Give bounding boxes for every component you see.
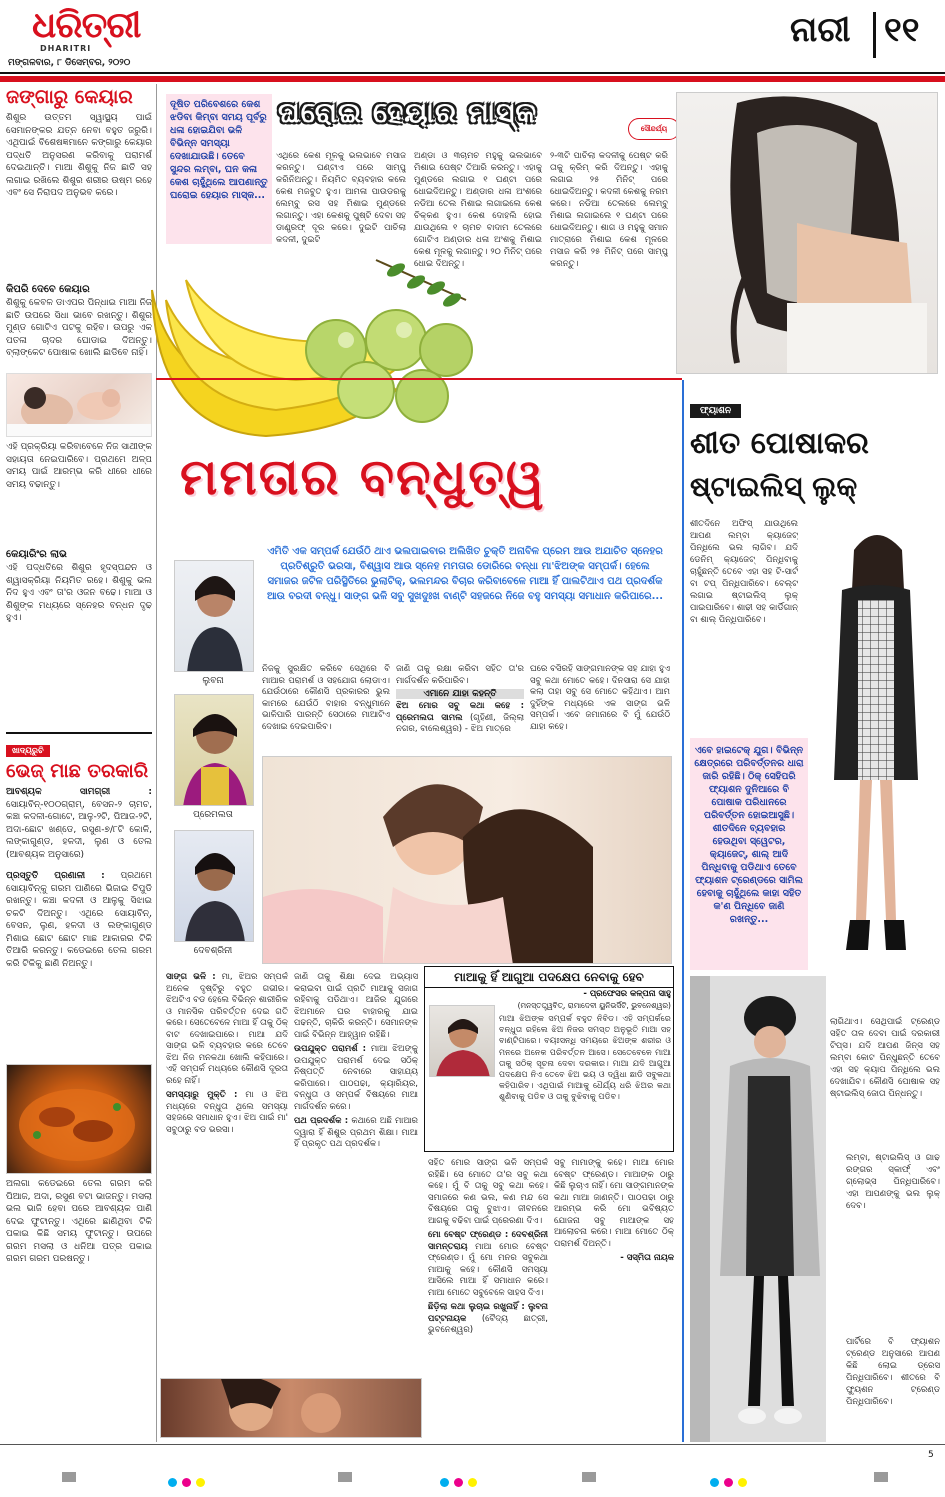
quote-question: ଝିଅ ମୋର ସବୁ କଥା କହେ : [396, 701, 524, 711]
portrait-lubna-photo [174, 560, 254, 672]
hair-col-1: ଏଥିରେ କେଶ ମୂଳକୁ ଭଲଭାବେ ମସାଜ କରନ୍ତୁ। ଘଣ୍ଟାଏ ପରେ ସାମ୍ପୁ କରିନିଅନ୍ତୁ। ନିୟମିତ ବ୍ୟବହାର କଲେ କେଶ ମଜବୁତ ହୁଏ। ଆମଳା ପାଉଡରକୁ ଲେମ୍ବୁ ରସ ସହ ମିଶାଇ ମୁଣ୍ଡରେ ଲଗାନ୍ତୁ। ଏହା କେଶକୁ ପୁଷ୍ଟି ଦେବା ସହ ଡାଣ୍ଡ୍ରଫ୍‌ ଦୂର କରେ। ଦୁଇଟି ପାଚିଲା କଦଳୀ, ଦୁଇଟି [276, 151, 406, 245]
recipe-method-label: ପ୍ରସ୍ତୁତି ପ୍ରଣାଳୀ : [6, 871, 105, 881]
mother-comfort-illustration [161, 1379, 422, 1438]
portrait-premlata [170, 694, 256, 824]
fashion-body-1: ଶୀତଦିନେ ଅଫିସ୍‌ ଯାଉଥିଲେ ଆପଣ ଲମ୍ବା କ୍ୟାଜେଟ୍‌ ପିନ୍ଧିଲେ ଭଲ ଲାଗିବ। ଯଦି ଡେନିମ୍‌ କ୍ୟାଜେଟ୍‌ ପିନ୍ଧିବାକୁ ଚାହୁଁଛନ୍ତି ତେବେ ଏହା ସହ ଟି-ସାର୍ଟ ବା ଟପ୍‌ ପିନ୍ଧିପାରିବେ। ବେଲ୍ଟ ଲଗାଇ ଷ୍ଟାଇଲିସ୍‌ ଲୁକ୍‌ ପାଇପାରିବେ। ଶାଢୀ ସହ କାର୍ଡିଗାନ୍‌ ବା ଶାଲ୍‌ ପିନ୍ଧିପାରିବେ। [690, 519, 798, 625]
hair-col-3: ୨-୩ଟି ପାଚିଲା କଦଳୀକୁ ପେଷ୍ଟ କରି ତାକୁ କ୍ରିମ୍‌ କରି ଦିଅନ୍ତୁ। ଏହାକୁ ଲଗାଇ ୨୫ ମିନିଟ୍‌ ପରେ ଧୋଇଦିଅନ୍ତୁ। କଦଳୀ କେଶକୁ ନରମ କରେ। ନଡିଆ ତେଲରେ ଲେମ୍ବୁ ମିଶାଇ ଲଗାଇଲେ ୧ ଘଣ୍ଟା ପରେ ଧୋଇଦିଅନ୍ତୁ। ଶାଗ ଓ ମହୁକୁ ସମାନ ମାତ୍ରାରେ ମିଶାଇ କେଶ ମୂଳରେ ମସାଜ କରି ୨୫ ମିନିଟ୍‌ ପରେ ସାମ୍ପୁ କରନ୍ତୁ। [550, 151, 668, 269]
beauty-logo: ସୌନ୍ଦର୍ଯ୍ୟ [628, 118, 680, 140]
fashion-body-4: ପାର୍ଟିରେ ବି ଫ୍ୟାଶନ ଟ୍ରେଣ୍ଡ ଅନୁସାରେ ଆପଣ କିଛି ଲୋଇ ଡ୍ରେସ ପିନ୍ଧିପାରିବେ। ଶୀତରେ ବି ଫ୍ୟୁଶନ ଟ୍ରେଣ୍ଡ ପିନ୍ଧିପାରିବେ। [846, 1337, 940, 1407]
portrait-lubna [170, 560, 256, 690]
main-body-2: ଜାଣି ତାକୁ ରକ୍ଷା କରିବା ସହିତ ତା'ର ମାର୍ଗଦର୍ଶନ କରିପାରିବ। [396, 664, 524, 686]
fashion-title-2: ଷ୍ଟାଇଲିସ୍ ଲୁକ୍ [690, 470, 858, 503]
fashion-photo-1 [806, 520, 940, 960]
fashion-divider [682, 380, 684, 1442]
portrait-premlata-name: ପ୍ରେମଲତା [193, 810, 233, 820]
portrait-lubna-illustration [175, 561, 254, 672]
portrait-debashrini-illustration [175, 831, 254, 942]
red-band [0, 76, 945, 82]
footer-registration [0, 1470, 945, 1484]
baby-care-heading: ଜଙ୍ଗାରୁ କେୟାର [6, 86, 133, 108]
main-body-3: ଘରେ ବସିରହି ସାଙ୍ଗମାନଙ୍କ ସହ ଯାହା ହୁଏ ସବୁ କଥା ମୋତେ କହେ। ଦିନସାରା ସେ ଯାହା କଲା ତାହା ସବୁ ସେ ମୋତେ କହିଥାଏ। ଆମ ଦୁହିଁଙ୍କ ମଧ୍ୟରେ ଏକ ସାଙ୍ଗ ଭଳି ସମ୍ପର୍କ। ଏବେ ଜମାନାରେ ବି ମୁଁ ଯେଉଁଠି ଯାହା କହେ। [530, 664, 670, 732]
fashion-pink-text: ଏବେ ହାଇଟେକ୍‌ ଯୁଗ। ବିଭିନ୍ନ କ୍ଷେତ୍ରରେ ପରିବର୍ତ୍ତନର ଧାରା ଜାରି ରହିଛି। ଠିକ୍‌ ସେହିପରି ଫ୍ୟାଶନ ଦୁନିଆରେ ବି ପୋଷାକ ପରିଧାନରେ ପରିବର୍ତ୍ତନ ହୋଇଆସୁଛି। ଶୀତଦିନେ ବ୍ୟବହାର ହେଉଥିବା ସ୍ୱେଟର, କ୍ୟାଜେଟ୍‌, ଶାଲ୍‌ ଆଦି ପିନ୍ଧିବାକୁ ପଡିଥାଏ ତେବେ ଫ୍ୟାଶନ ଟ୍ରେଣ୍ଡରେ ସାମିଲ ହେବାକୁ ଚାହୁଁଥିଲେ କାହା ସହିତ କ'ଣ ପିନ୍ଧିବେ ଜାଣି ରଖନ୍ତୁ... [694, 745, 804, 925]
expert-illustration [430, 1006, 495, 1077]
baby-care-body-2: ଏହି ପଦ୍ଧତିରେ ଶିଶୁର ହୃଦସ୍ପନ୍ଦନ ଓ ଶ୍ୱାସକ୍ରିୟା ନିୟମିତ ରହେ। ଶିଶୁକୁ ଭଲ ନିଦ ହୁଏ ଏବଂ ତା'ର ଓଜନ ବଢେ। ମାଆ ଓ ଶିଶୁଙ୍କ ମଧ୍ୟରେ ସ୍ନେହର ବନ୍ଧନ ଦୃଢ ହୁଏ। [6, 563, 152, 623]
masthead [0, 0, 945, 80]
hair-title: ଘରୋଇ ହେୟାର ମାସ୍କ [278, 96, 538, 129]
baby-care-subhead: କିପରି ଦେବେ କେୟାର [6, 284, 90, 295]
curry-photo [6, 1064, 152, 1174]
expert-author-meta: (ମନସ୍ତତ୍ତ୍ୱବିତ୍‌, ରାମାଦେବୀ ୟୁନିଭର୍ସିଟି, ଭୁବନେଶ୍ୱର) [517, 1001, 671, 1010]
quote2-name: ଦେବଶ୍ରିନୀ ସାମନ୍ତରାୟ [428, 1230, 548, 1252]
woman-cardigan-illustration [806, 520, 940, 960]
mother-daughter-photo [262, 756, 672, 964]
main-body-1: ନିଜକୁ ସୁରକ୍ଷିତ କରିବେ ସେଥିରେ ବି ମାଆର ପରାମର୍ଶ ଓ ସହଯୋଗ ଲୋଡାଏ। ଯେଉଁଠାରେ କୌଣସି ପ୍ରକାରର ଭୁଲ କାମରେ ଯେଉଁଠି ବାହାର ବନ୍ଧୁମାନେ ଭାଳିପାରି ପାରନ୍ତି ସେଠାରେ ମାଆଟିଏ ଦେଖାଇ ଦେଇପାରିବ। [262, 664, 390, 732]
col-c-text: ସହିତ ମୋର ସାଙ୍ଗ ଭଳି ସମ୍ପର୍କ ରହିଛି। ସେ ମୋତେ ତା'ର ସବୁ କଥା କହେ। ମୁଁ ବି ତାକୁ ସବୁ କଥା କହେ। ସମାଜରେ କଣ ଭଲ, କଣ ମନ୍ଦ ସେ ବିଷୟରେ ତାକୁ ବୁଝାଏ। ଜୀବନରେ ଆଗକୁ ବଢିବା ପାଇଁ ପ୍ରେରଣା ଦିଏ। [428, 1158, 548, 1226]
portrait-lubna-name: ଲୁବନା [202, 676, 224, 686]
recipe-heading: ଭେଜ୍ ମାଛ ତରକାରି [6, 760, 149, 782]
portrait-premlata-photo [174, 694, 254, 806]
newspaper-logo: ଧରିତ୍ରୀ [32, 4, 141, 46]
quote3-name: ଲୁବନା ପଟ୍ଟନାୟକ [428, 1302, 548, 1324]
fashion-body-2: ଲାଗିଥାଏ। ସେଥିପାଇଁ ଟ୍ରେଣ୍ଡ ସହିତ ତାଳ ଦେବା ପାଇଁ ଦରକାରୀ ଟିପ୍ସ। ଯଦି ଆପଣ ଜିନ୍ସ ସହ ଲମ୍ବା କୋଟ ପିନ୍ଧୁଛନ୍ତି ତେବେ ଏହା ସହ କ୍ୟାପ ପିନ୍ଧିଲେ ଭଲ ଦେଖାଯିବ। କୌଣସି ପୋଷାକ ସହ ଷ୍ଟାଇଲିସ୍‌ ଜୋତା ପିନ୍ଧନ୍ତୁ। [830, 1017, 940, 1099]
hair-pink-box-text: ଦୂଷିତ ପରିବେଶରେ କେଶ ଝଡିବା କିମ୍ବା ସମୟ ପୂର୍ବରୁ ଧଳା ହୋଇଯିବା ଭଳି ବିଭିନ୍ନ ସମସ୍ୟା ଦେଖାଯାଉଛି। ତେବେ ସୁନ୍ଦର ଲମ୍ବା, ଘନ କଳା କେଶ ଚାହୁଁଥିଲେ ଆପଣାନ୍ତୁ ଘରୋଇ ହେୟାର ମାସ୍କ... [170, 99, 268, 201]
issue-date: ମଙ୍ଗଳବାର, ୮ ଡିସେମ୍ବର, ୨୦୨୦ [8, 58, 131, 68]
col-b2-text: ମାଆ ଝିଅଙ୍କୁ ଉପଯୁକ୍ତ ପରାମର୍ଶ ଦେଇ ସଠିକ୍‌ ନିଷ୍ପତ୍ତି ନେବାରେ ସାହାଯ୍ୟ କରିପାରେ। ପାଠପଢା, କ୍ୟାରିୟର, ବନ୍ଧୁତା ଓ ସମ୍ପର୍କ ବିଷୟରେ ମାଆ ମାର୍ଗଦର୍ଶନ କରେ। [294, 1044, 418, 1112]
col-a2-text: ମା ଓ ଝିଅ ମଧ୍ୟରେ ବନ୍ଧୁତା ଥିଲେ ସମସ୍ୟା ସହଜରେ ସମାଧାନ ହୁଏ। ଝିଅ ପାଇଁ ମା' ସବୁଠାରୁ ବଡ ଭରସା। [166, 1090, 288, 1135]
woman-hair-illustration [677, 93, 938, 374]
section-title: ନାରୀ [790, 10, 851, 50]
left-column [6, 86, 152, 1441]
col-d-text: ସବୁ ମାମାଙ୍କୁ କହେ। ମାଆ ମୋର ବେଷ୍ଟ ଫ୍ରେଣ୍ଡ। ମାଆଙ୍କ ଠାରୁ କିଛି ଲୁଚାଏ ନାହିଁ। ମୋ ସାଙ୍ଗମାନଙ୍କ କଥା ମାଆ ଜାଣନ୍ତି। ପାଠପଢା ଠାରୁ ଆରମ୍ଭ କରି ମୋ ଭବିଷ୍ୟତ ଯୋଜନା ସବୁ ମାଆଙ୍କ ସହ ଆଲୋଚନା କରେ। ମାଆ ମୋତେ ଠିକ୍‌ ପରାମର୍ଶ ଦିଅନ୍ତି। [554, 1158, 674, 1249]
recipe-ingredients-label: ଆବଶ୍ୟକ ସାମଗ୍ରୀ : [6, 787, 152, 797]
hair-bottom-rule [156, 378, 682, 380]
expert-box-title: ମାଆକୁ ହିଁ ଆଗୁଆ ପଦକ୍ଷେପ ନେବାକୁ ହେବ [425, 967, 673, 988]
recipe-tag: ଖାଦ୍ୟରୁଚି [6, 745, 50, 757]
expert-author: - ପ୍ରଫେସର କଳ୍ପନା ସାହୁ [583, 989, 671, 999]
baby-care-subhead-2: କେୟାରିଂର ଲାଭ [6, 549, 67, 560]
main-title: ମମତାର ବନ୍ଧୁତ୍ୱ [180, 448, 546, 506]
masthead-rule [0, 72, 945, 74]
recipe-ingredients: ସୋୟାବିନ୍‌-୧୦୦ଗ୍ରାମ୍‌, ବେସନ-୨ ଚାମଚ, କଞ୍ଚା କଦଳୀ-ଗୋଟେ, ଆଳୁ-୨ଟି, ପିଆଜ-୨ଟି, ଅଦା-ଛୋଟ ଖଣ୍ଡେ, ରସୁଣ-୭/୮ଟି କୋଳି, ଲଙ୍କାଗୁଣ୍ଡ, ହଳଦୀ, ଲୁଣ ଓ ତେଲ (ଆବଶ୍ୟକ ଅନୁସାରେ) [6, 799, 152, 860]
main-intro: ଏମିତି ଏକ ସମ୍ପର୍କ ଯେଉଁଠି ଥାଏ ଭଲପାଇବାର ଅଲିଖିତ ଚୁକ୍ତି ଅନାବିଳ ପ୍ରେମ ଆଉ ଅଯାଚିତ ସ୍ନେହର ପ୍ରତିଶ୍ରୁତି ଭରସା, ବିଶ୍ୱାସ ଆଉ ସ୍ନେହ ମମତାର ଡୋରିରେ ବନ୍ଧା ମା'ଝିଅଙ୍କ ସମ୍ପର୍କ। ହେଲେ ସମାଜର ଜଟିଳ ପରିସ୍ଥିତିରେ ଭୁଲାଟିକ୍‌, ଭଲମନ୍ଦର ବିଚାର କରିବାବେଳେ ମାଆ ହିଁ ପାଲଟିଥାଏ ପଥ ପ୍ରଦର୍ଶକ ଆଉ ବରଦୀ ବନ୍ଧୁ। ସାଙ୍ଗ ଭଳି ସବୁ ସୁଖଦୁଃଖ ବାଣ୍ଟି ସହଜରେ ନିଜେ ବହୁ ସମସ୍ୟା ସମାଧାନ କରିପାରେ... [266, 546, 664, 602]
fashion-tag: ଫ୍ୟାଶନ [690, 404, 741, 418]
banana-amla-photo [146, 240, 476, 440]
sub-heading-4: ପଥ ପ୍ରଦର୍ଶକ : [294, 1116, 349, 1126]
portrait-debashrini-name: ଦେବଶ୍ରିନୀ [193, 946, 233, 956]
hair-col-2: ଅଣ୍ଡା ଓ ୩ଚାମଚ ମହୁକୁ ଭଲଭାବେ ମିଶାଇ ପେଷ୍ଟ ତିଆରି କରନ୍ତୁ। ଏହାକୁ ମୁଣ୍ଡରେ ଲଗାଇ ୧ ଘଣ୍ଟା ପରେ ଧୋଇଦିଅନ୍ତୁ। ଅଣ୍ଡାର ଧଳା ଅଂଶରେ ନଡିଆ ତେଲ ମିଶାଇ ଲଗାଇଲେ କେଶ ଚିକ୍କଣ ହୁଏ। କେଶ ଦୋହଲି ହୋଇ ଯାଉଥିଲେ ୧ ଚାମଚ ବାଦାମ ତେଲରେ ଗୋଟିଏ ଅଣ୍ଡାର ଧଳା ଅଂଶକୁ ମିଶାଇ କେଶ ମୂଳକୁ ଲଗାନ୍ତୁ। ୨୦ ମିନିଟ୍‌ ପରେ ଧୋଇ ଦିଅନ୍ତୁ। [414, 151, 542, 269]
hair-mask-photo [676, 92, 938, 374]
quote-name: ପ୍ରେମଲତା ସାମଲ [396, 712, 463, 723]
footer-rule [0, 1444, 945, 1445]
portrait-debashrini [170, 830, 256, 960]
newspaper-logo-sub: DHARITRI [40, 44, 92, 53]
mother-comfort-photo [160, 1378, 422, 1438]
quote2-question: ମୋ ବେଷ୍ଟ ଫ୍ରେଣ୍ଡ : [428, 1230, 509, 1240]
recipe-final: ଅଲଗା କଡେଇରେ ତେଲ ଗରମ କରି ପିଆଜ, ଅଦା, ରସୁଣ ବଟା ଭାଜନ୍ତୁ। ମସଲା ଭଲ ଭାଜି ହେବା ପରେ ଆବଶ୍ୟକ ପାଣି ଦେଇ ଫୁଟାନ୍ତୁ। ଏଥିରେ ଛାଣିଥିବା ଟିକି ପକାଇ କିଛି ସମୟ ଫୁଟାନ୍ତୁ। ଉପରେ ଗରମ ମସଲା ଓ ଧନିଆ ପତ୍ର ପକାଇ ଗରମ ଗରମ ପରଷନ୍ତୁ। [6, 1179, 152, 1264]
quote-meta: (ଗୃହିଣୀ, ଜିଲ୍ଲା ନଗର, ବାଲେଶ୍ୱର) - ଝିଅ ମାତ୍ରେ [396, 712, 525, 734]
fashion-body-3: ଲମ୍ବା, ଷ୍ଟାଇଲିସ୍‌ ଓ ଗାଢ ରଙ୍ଗର ସ୍କାର୍ଫ୍‌ ଏବଂ ଗ୍ଲୋଭ୍ସ ପିନ୍ଧିପାରିବେ। ଏହା ଆପଣଙ୍କୁ ଭଲ ଲୁକ୍‌ ଦେବ। [846, 1153, 940, 1211]
hair-pink-box [166, 94, 272, 244]
recipe-method: ପ୍ରଥମେ ସୋୟାବିନ୍‌କୁ ଗରମ ପାଣିରେ ଭିଜାଇ ଚିପୁଡି ରଖନ୍ତୁ। କଞ୍ଚା କଦଳୀ ଓ ଆଳୁକୁ ସିଝାଇ ଚକଟି ଦିଅନ୍ତୁ। ଏଥିରେ ସୋୟାବିନ୍‌, ବେସନ, ଲୁଣ, ହଳଦୀ ଓ ଲଙ୍କାଗୁଣ୍ଡ ମିଶାଇ ଛୋଟ ଛୋଟ ମାଛ ଆକାରର ଟିକି ତିଆରି କରନ୍ତୁ। କଡେଇରେ ତେଲ ଗରମ କରି ଟିକିକୁ ଛାଣି ନିଅନ୍ତୁ। [6, 871, 152, 969]
curry-illustration [7, 1065, 152, 1174]
main-byline: - ସସ୍ମିତା ନାୟକ [620, 1253, 674, 1263]
sub-heading-3: ଉପଯୁକ୍ତ ପରାମର୍ଶ : [294, 1044, 367, 1054]
sub-heading-2: ସମସ୍ୟାରୁ ମୁକ୍ତି : [166, 1090, 238, 1100]
fashion-title-1: ଶୀତ ପୋଷାକର [690, 426, 869, 461]
quote-label: ଏମାନେ ଯାହା କହନ୍ତି [396, 689, 524, 699]
mother-daughter-illustration [263, 757, 672, 964]
section-divider [873, 12, 876, 58]
portrait-debashrini-photo [174, 830, 254, 942]
footer-page-number: 5 [928, 1450, 934, 1460]
quote3-meta: (ବୈଦ୍ୟ ଛାତ୍ରୀ, ଭୁବନେଶ୍ୱର) [428, 1313, 548, 1335]
mother-baby-illustration [7, 374, 152, 437]
expert-box [424, 966, 674, 1152]
col-a-text: ମା, ଝିଅର ସମ୍ପର୍କ ଅନେକ ଦୃଷ୍ଟିରୁ ବହୁତ ଗଭୀର। ଝିଅଟିଏ ବଡ ହେଲେ ବିଭିନ୍ନ ଶାରୀରିକ ଓ ମାନସିକ ପରିବର୍ତ୍ତନ ଦେଇ ଗତି କରେ। ସେତେବେଳେ ମାଆ ହିଁ ତାକୁ ଠିକ୍‌ ବାଟ ଦେଖାଇପାରେ। ମାଆ ଯଦି ସାଙ୍ଗ ଭଳି ବ୍ୟବହାର କରେ ତେବେ ଝିଅ ନିଜ ମନକଥା ଖୋଲି କହିପାରେ। ଏହି ସମ୍ପର୍କ ମଧ୍ୟରେ କୌଣସି ଦୂରତା ରହେ ନାହିଁ। [166, 972, 288, 1086]
baby-care-lead: ଏହି ପ୍ରକ୍ରିୟା କରିବାବେଳେ ନିଜ ସାଥୀଙ୍କ ସହାୟତା ନେଇପାରିବେ। ପ୍ରଥମେ ଅଳ୍ପ ସମୟ ପାଇଁ ଆରମ୍ଭ କରି ଧୀରେ ଧୀରେ ସମୟ ବଢାନ୍ତୁ। [6, 442, 152, 490]
col-b-text: ଜାଣି ତାକୁ ଶିକ୍ଷା ଦେଇ ଅଭ୍ୟାସ କରାଇବା ପାଇଁ ପ୍ରତି ମାଆକୁ ସଜାଗ ରହିବାକୁ ପଡିଥାଏ। ଆଜିର ଯୁଗରେ ଝିଅମାନେ ଘର ବାହାରକୁ ଯାଇ ପଢନ୍ତି, ଚାକିରି କରନ୍ତି। ସେମାନଙ୍କ ପାଇଁ ବିଭିନ୍ନ ଆହ୍ୱାନ ରହିଛି। [294, 972, 418, 1040]
sub-heading-1: ସାଙ୍ଗ ଭଳି : [166, 972, 216, 982]
baby-care-intro: ଶିଶୁର ଉତ୍ତମ ସ୍ୱାସ୍ଥ୍ୟ ପାଇଁ ସେମାନଙ୍କର ଯତ୍ନ ନେବା ବହୁତ ଜରୁରି। ଏଥିପାଇଁ ବିଶେଷଜ୍ଞମାନେ କଙ୍ଗାରୁ କେୟାର ପଦ୍ଧତି ଅନୁସରଣ କରିବାକୁ ପରାମର୍ଶ ଦେଇଥାନ୍ତି। ମାଆ ଶିଶୁକୁ ନିଜ ଛାତି ସହ ଲଗାଇ ରଖିଲେ ଶିଶୁର ଶରୀର ଉଷ୍ମ ରହେ ଏବଂ ସେ ନିରାପଦ ଅନୁଭବ କରେ। [6, 113, 152, 198]
page-number: ୧୧ [884, 10, 920, 50]
col-b3-text: କଥାରେ ଅଛି ମାଆର ଦ୍ୱାରା ହିଁ ଶିଶୁର ପ୍ରଥମ ଶିକ୍ଷା। ମାଆ ହିଁ ପ୍ରକୃତ ପଥ ପ୍ରଦର୍ଶକ। [294, 1116, 418, 1149]
baby-photo [6, 373, 152, 437]
quote2-body: ମାଆ ମୋର ବେଷ୍ଟ ଫ୍ରେଣ୍ଡ। ମୁଁ ମୋ ମନର ସବୁକଥା ମାଆକୁ କହେ। କୌଣସି ସମସ୍ୟା ଆସିଲେ ମାଆ ହିଁ ସମାଧାନ କରେ। ମାଆ ମୋତେ ସବୁବେଳେ ସାହସ ଦିଏ। [428, 1241, 548, 1298]
fruit-illustration [146, 240, 476, 440]
fashion-pink-box [690, 738, 808, 970]
woman-coat-illustration [690, 976, 826, 1442]
fashion-photo-2 [690, 976, 826, 1442]
expert-photo [429, 1005, 495, 1077]
expert-body: ମାଆ ଝିଅଙ୍କ ସମ୍ପର୍କ ବହୁତ ନିବିଡ। ଏହି ସମ୍ପର୍କରେ ବନ୍ଧୁତା ରହିଲେ ଝିଅ ନିଜର ସମସ୍ତ ଅନୁଭୂତି ମାଆ ସହ ବାଣ୍ଟିପାରେ। ବୟଃସନ୍ଧି ସମୟରେ ଝିଅଙ୍କ ଶରୀର ଓ ମନରେ ଅନେକ ପରିବର୍ତ୍ତନ ଆସେ। ସେତେବେଳେ ମାଆ ତାକୁ ସଠିକ୍‌ ସୂଚନା ଦେବା ଦରକାର। ମାଆ ଯଦି ଆଗୁଆ ପଦକ୍ଷେପ ନିଏ ତେବେ ଝିଅ ଭୟ ଓ ଦ୍ୱିଧା ଛାଡି ସବୁକଥା କହିପାରିବ। ଏଥିପାଇଁ ମାଆକୁ ଧୈର୍ଯ୍ୟ ଧରି ଝିଅର କଥା ଶୁଣିବାକୁ ପଡିବ ଓ ତାକୁ ବୁଝିବାକୁ ପଡିବ। [499, 1013, 671, 1102]
baby-care-body: ଶିଶୁକୁ କେବଳ ଡାଏପର ପିନ୍ଧାଇ ମାଆ ନିଜ ଛାତି ଉପରେ ସିଧା ଭାବେ ରଖନ୍ତୁ। ଶିଶୁର ମୁଣ୍ଡ ଗୋଟିଏ ପଟକୁ ରହିବ। ଉପରୁ ଏକ ପତଳା ଚାଦର ଘୋଡାଇ ଦିଅନ୍ତୁ। ବ୍ଲାଙ୍କେଟ ପୋଷାକ ଖୋଲି ଛାଡିବେ ନାହିଁ। [6, 298, 152, 358]
portrait-premlata-illustration [175, 695, 254, 806]
quote3-question: ଛିଡ଼ିଲା କଥା ଲୁଚାଇ ରଖୁନାହିଁ : [428, 1302, 525, 1312]
